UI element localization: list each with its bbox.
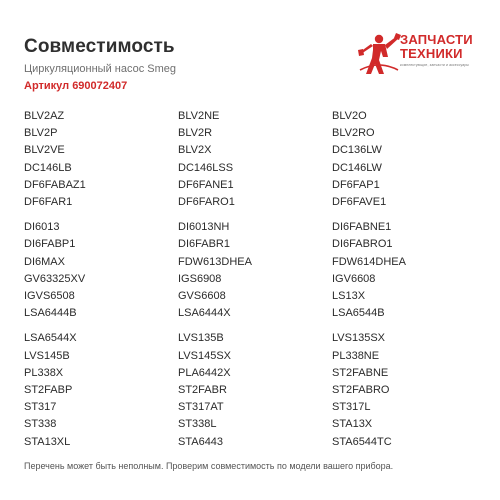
model-item: DF6FABAZ1 <box>24 178 86 191</box>
model-item: FDW613DHEA <box>178 255 252 268</box>
repairman-logo-icon <box>356 30 402 76</box>
model-item: IGS6908 <box>178 272 222 285</box>
model-group <box>178 108 328 211</box>
brand-logo <box>356 30 486 76</box>
model-item: DI6FABNE1 <box>332 221 392 234</box>
model-item: BLV2RO <box>332 127 375 140</box>
model-item: DF6FAR1 <box>24 196 73 209</box>
model-item: LSA6444X <box>178 307 231 320</box>
model-item: GVS6608 <box>178 290 226 303</box>
model-item: PL338X <box>24 366 64 379</box>
product-subtitle: Циркуляционный насос Smeg <box>24 63 177 75</box>
model-item: LS13X <box>332 290 366 303</box>
model-item: ST2FABRO <box>332 384 390 397</box>
model-item: ST2FABP <box>24 384 73 397</box>
article-number: Артикул 690072407 <box>24 80 128 92</box>
model-item: BLV2VE <box>24 144 65 157</box>
model-item: ST317AT <box>178 401 224 414</box>
model-item: DI6013 <box>24 221 60 234</box>
model-item: DI6FABRO1 <box>332 238 393 251</box>
model-item: ST2FABR <box>178 384 227 397</box>
model-item: ST2FABNE <box>332 366 389 379</box>
model-item: LVS145B <box>24 349 70 362</box>
model-item: BLV2P <box>24 127 58 140</box>
logo-line-2: ТЕХНИКИ <box>400 46 463 61</box>
model-item: IGVS6508 <box>24 290 75 303</box>
model-item: LVS135B <box>178 332 224 345</box>
model-item: FDW614DHEA <box>332 255 406 268</box>
model-group <box>178 219 328 322</box>
model-group <box>24 108 174 211</box>
model-item: STA13X <box>332 418 373 431</box>
model-item: ST338 <box>24 418 57 431</box>
model-group <box>178 330 328 450</box>
page-title: Совместимость <box>24 36 175 57</box>
model-item: DC136LW <box>332 144 382 157</box>
model-item: STA13XL <box>24 435 71 448</box>
models-column-1 <box>24 108 174 459</box>
model-item: BLV2AZ <box>24 110 65 122</box>
model-item: BLV2NE <box>178 110 220 122</box>
model-item: STA6443 <box>178 435 224 448</box>
model-item: DF6FANE1 <box>178 178 234 191</box>
logo-tagline: комплектующие, запчасти и аксессуары <box>400 63 469 67</box>
model-item: BLV2R <box>178 127 213 140</box>
models-column-2 <box>178 108 328 459</box>
model-item: DF6FARO1 <box>178 196 235 209</box>
logo-wordmark <box>400 33 473 61</box>
model-item: LSA6444B <box>24 307 77 320</box>
model-group <box>24 219 174 322</box>
model-group <box>332 108 482 211</box>
disclaimer-note: Перечень может быть неполным. Проверим совместимость по модели вашего прибора. <box>24 461 394 471</box>
model-item: ST317L <box>332 401 371 414</box>
model-item: DI6FABP1 <box>24 238 76 251</box>
model-item: LVS135SX <box>332 332 386 345</box>
model-item: BLV2O <box>332 110 367 122</box>
model-item: LVS145SX <box>178 349 232 362</box>
model-item: IGV6608 <box>332 272 376 285</box>
model-item: LSA6544B <box>332 307 385 320</box>
model-item: PLA6442X <box>178 366 231 379</box>
model-item: ST317 <box>24 401 57 414</box>
models-column-3 <box>332 108 482 459</box>
logo-line-1: ЗАПЧАСТИ <box>400 32 473 47</box>
model-item: STA6544TC <box>332 435 392 448</box>
model-item: PL338NE <box>332 349 380 362</box>
model-item: DI6FABR1 <box>178 238 230 251</box>
model-item: DC146LW <box>332 161 382 174</box>
model-item: BLV2X <box>178 144 212 157</box>
model-item: DF6FAP1 <box>332 178 380 191</box>
model-group <box>332 330 482 450</box>
model-group <box>24 330 174 450</box>
model-item: DI6013NH <box>178 221 230 234</box>
model-item: DI6MAX <box>24 255 65 268</box>
model-item: LSA6544X <box>24 332 77 345</box>
model-item: DC146LB <box>24 161 72 174</box>
model-item: ST338L <box>178 418 217 431</box>
model-item: DF6FAVE1 <box>332 196 387 209</box>
model-group <box>332 219 482 322</box>
model-item: GV63325XV <box>24 272 86 285</box>
model-item: DC146LSS <box>178 161 234 174</box>
